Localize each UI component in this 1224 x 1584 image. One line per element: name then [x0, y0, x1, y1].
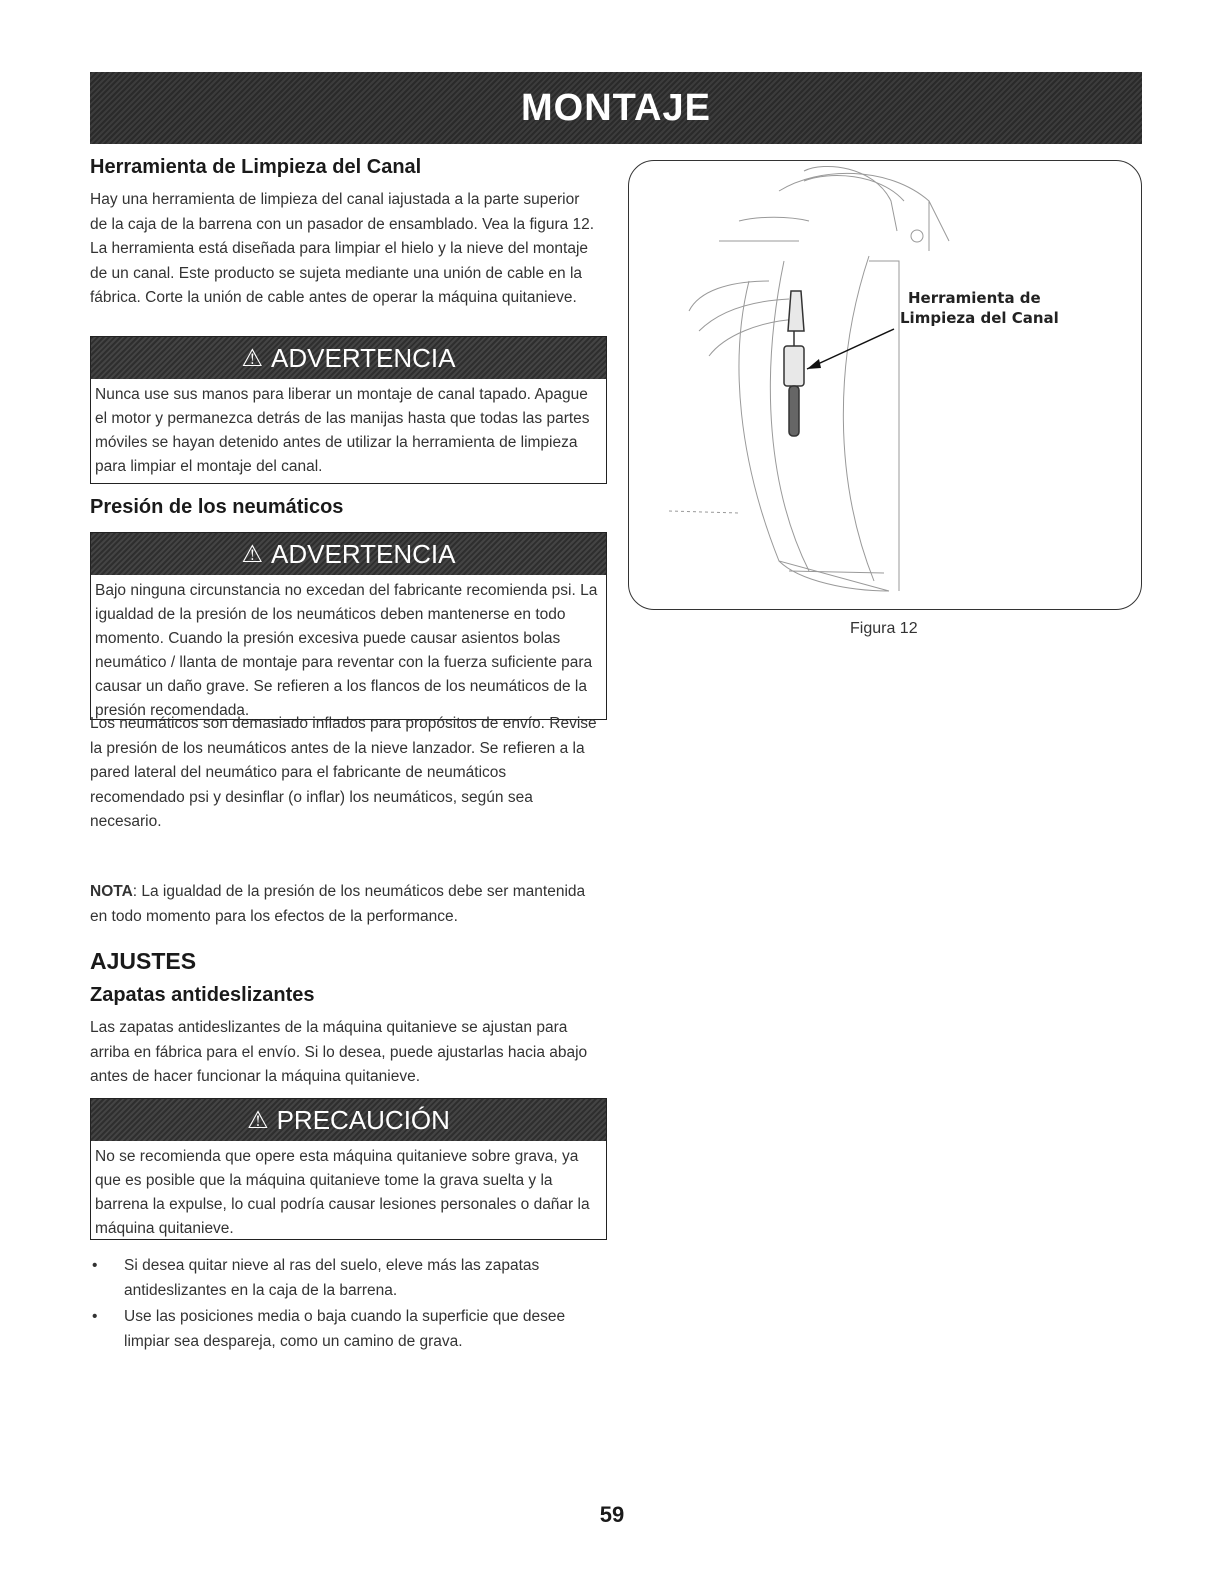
warning-box-chute	[90, 336, 607, 484]
warning-triangle-icon: ⚠	[241, 344, 264, 372]
list-item: • Use las posiciones media o baja cuando la superficie que desee limpiar sea despareja, como un camino de grava.	[92, 1308, 566, 1350]
chute-tool-paragraph: Hay una herramienta de limpieza del canal iajustada a la parte superior de la caja de la barrena con un pasador de ensamblado. Vea la figura 12. La herramienta está diseñada para limpiar el hielo y la nieve del montaje de un canal. Este producto se sujeta mediante una unión de cable en la fábrica. Corte la unión de cable antes de operar la máquina quitanieve.	[90, 191, 595, 306]
caution-text: No se recomienda que opere esta máquina quitanieve sobre grava, ya que es posible que la máquina quitanieve tome la grava suelta y la barrena la expulse, lo cual podría causar lesiones personales o dañar la máquina quitanieve.	[95, 1148, 590, 1237]
warning-header	[91, 533, 606, 575]
nota-label: NOTA	[90, 883, 133, 900]
heading-chute-tool: Herramienta de Limpieza del Canal	[90, 156, 422, 178]
figure-callout-label	[900, 288, 1059, 328]
adjust-bullet-list	[90, 1254, 610, 1356]
nota-paragraph	[90, 880, 600, 929]
page-number: 59	[599, 1502, 625, 1527]
header-banner	[90, 72, 1142, 144]
callout-line-1: Herramienta de	[908, 289, 1041, 307]
warning-title: ADVERTENCIA	[271, 538, 456, 569]
nota-text: : La igualdad de la presión de los neumáticos debe ser mantenida en todo momento para los efectos de la performance.	[90, 883, 586, 925]
warning-box-tires	[90, 532, 607, 720]
warning-triangle-icon: ⚠	[241, 540, 264, 568]
heading-skid-shoes: Zapatas antideslizantes	[90, 984, 315, 1006]
warning-text: Nunca use sus manos para liberar un montaje de canal tapado. Apague el motor y permanezca detrás de las manijas hasta que todas las partes móviles se hayan detenido antes de utilizar la herramienta de limpieza para limpiar el montaje del canal.	[95, 386, 590, 475]
figure-caption: Figura 12	[850, 620, 918, 637]
snowblower-chute-illustration	[629, 161, 1142, 610]
skid-shoes-paragraph: Las zapatas antideslizantes de la máquina quitanieve se ajustan para arriba en fábrica para el envío. Si lo desea, puede ajustarlas hacia abajo antes de hacer funcionar la máquina quitanieve.	[90, 1019, 588, 1085]
caution-title: PRECAUCIÓN	[276, 1104, 450, 1135]
heading-tire-pressure: Presión de los neumáticos	[90, 496, 344, 518]
warning-title: ADVERTENCIA	[271, 342, 456, 373]
list-item: • Si desea quitar nieve al ras del suelo, eleve más las zapatas antideslizantes en la caja de la barrena.	[92, 1257, 540, 1299]
tires-paragraph: Los neumáticos son demasiado inflados para propósitos de envío. Revise la presión de los neumáticos antes de la nieve lanzador. Se refieren a la pared lateral del neumático para el fabricante de neumáticos recomendado psi y desinflar (o inflar) los neumáticos, según sea necesario.	[90, 715, 597, 830]
heading-ajustes: AJUSTES	[90, 948, 197, 974]
warning-triangle-icon: ⚠	[247, 1106, 269, 1134]
figure-12-frame	[628, 160, 1142, 610]
page-title: MONTAJE	[521, 86, 711, 129]
caution-box	[90, 1098, 607, 1240]
callout-line-2: Limpieza del Canal	[900, 309, 1059, 327]
caution-header	[91, 1099, 606, 1141]
warning-header	[91, 337, 606, 379]
warning-text: Bajo ninguna circunstancia no excedan del fabricante recomienda psi. La igualdad de la presión de los neumáticos deben mantenerse en todo momento. Cuando la presión excesiva puede causar asientos bolas neumático / llanta de montaje para reventar con la fuerza suficiente para causar un daño grave. Se refieren a los flancos de los neumáticos de la presión recomendada.	[95, 582, 598, 719]
